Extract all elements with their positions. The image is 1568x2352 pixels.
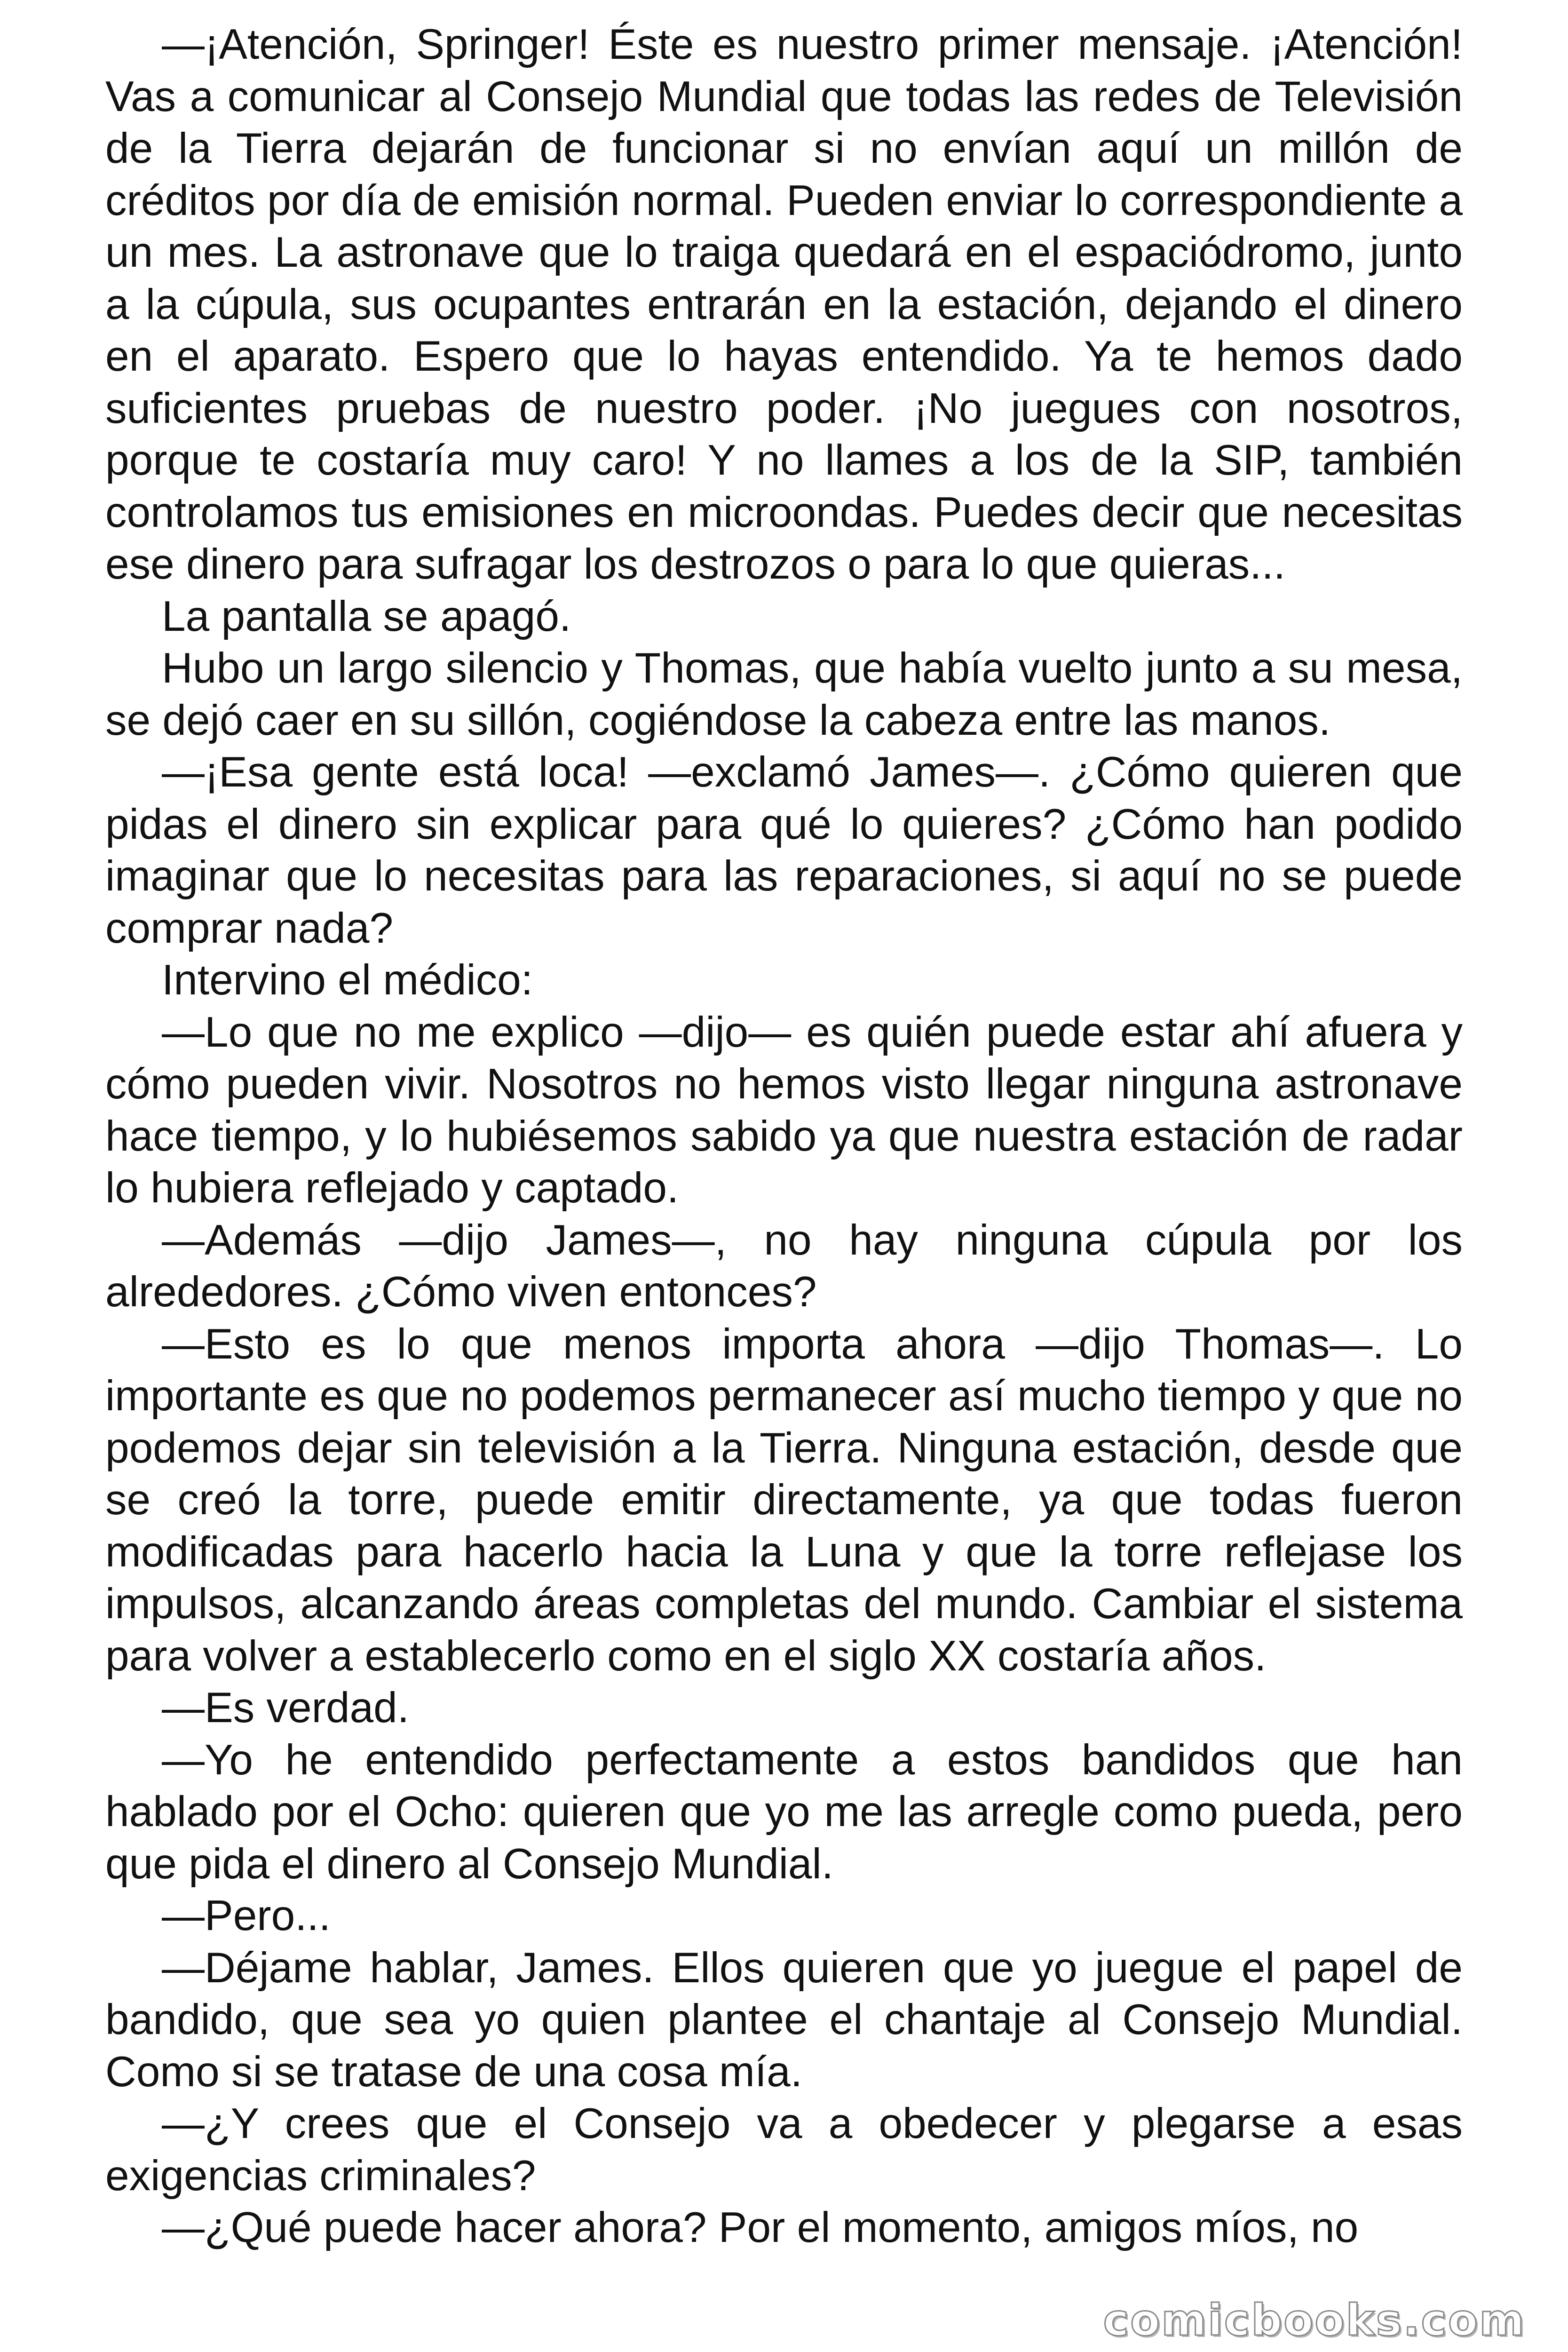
paragraph-2: La pantalla se apagó.	[162, 592, 571, 640]
paragraph-8: —Esto es lo que menos importa ahora —dijo Thomas—. Lo importante es que no podemos permanecer así mucho tiempo y que no podemos dejar sin televisión a la Tierra. Ninguna estación, desde que se creó la torre, puede emitir directamente, ya que todas fueron modificadas para hacerlo hacia la Luna y que la torre reflejase los impulsos, alcanzando áreas completas del mundo. Cambiar el sistema para volver a establecerlo como en el siglo XX costaría años.	[105, 1320, 1463, 1680]
paragraph-3: Hubo un largo silencio y Thomas, que había vuelto junto a su mesa, se dejó caer en su sillón, cogiéndose la cabeza entre las manos.	[105, 644, 1463, 744]
paragraph-11: —Pero...	[162, 1892, 331, 1939]
paragraph-4: —¡Esa gente está loca! —exclamó James—. ¿Cómo quieren que pidas el dinero sin explicar para qué lo quieres? ¿Cómo han podido imaginar que lo necesitas para las reparaciones, si aquí no se puede comprar nada?	[105, 748, 1463, 952]
body-text	[105, 19, 1463, 2254]
paragraph-5: Intervino el médico:	[162, 956, 533, 1004]
paragraph-10: —Yo he entendido perfectamente a estos bandidos que han hablado por el Ocho: quieren que yo me las arregle como pueda, pero que pida el dinero al Consejo Mundial.	[105, 1736, 1463, 1888]
paragraph-1: —¡Atención, Springer! Éste es nuestro primer mensaje. ¡Atención! Vas a comunicar al Consejo Mundial que todas las redes de Televisión de la Tierra dejarán de funcionar si no envían aquí un millón de créditos por día de emisión normal. Pueden enviar lo correspondiente a un mes. La astronave que lo traiga quedará en el espaciódromo, junto a la cúpula, sus ocupantes entrarán en la estación, dejando el dinero en el aparato. Espero que lo hayas entendido. Ya te hemos dado suficientes pruebas de nuestro poder. ¡No juegues con nosotros, porque te costaría muy caro! Y no llames a los de la SIP, también controlamos tus emisiones en microondas. Puedes decir que necesitas ese dinero para sufragar los destrozos o para lo que quieras...	[105, 21, 1463, 588]
watermark-logo: comicbooks.com	[1103, 2295, 1526, 2345]
paragraph-9: —Es verdad.	[162, 1684, 410, 1732]
paragraph-14: —¿Qué puede hacer ahora? Por el momento, amigos míos, no	[162, 2204, 1359, 2251]
paragraph-7: —Además —dijo James—, no hay ninguna cúpula por los alrededores. ¿Cómo viven entonces?	[105, 1216, 1463, 1316]
paragraph-13: —¿Y crees que el Consejo va a obedecer y plegarse a esas exigencias criminales?	[105, 2100, 1463, 2200]
paragraph-12: —Déjame hablar, James. Ellos quieren que yo juegue el papel de bandido, que sea yo quien plantee el chantaje al Consejo Mundial. Como si se tratase de una cosa mía.	[105, 1944, 1463, 2096]
paragraph-6: —Lo que no me explico —dijo— es quién puede estar ahí afuera y cómo pueden vivir. Nosotros no hemos visto llegar ninguna astronave hace tiempo, y lo hubiésemos sabido ya que nuestra estación de radar lo hubiera reflejado y captado.	[105, 1008, 1463, 1212]
